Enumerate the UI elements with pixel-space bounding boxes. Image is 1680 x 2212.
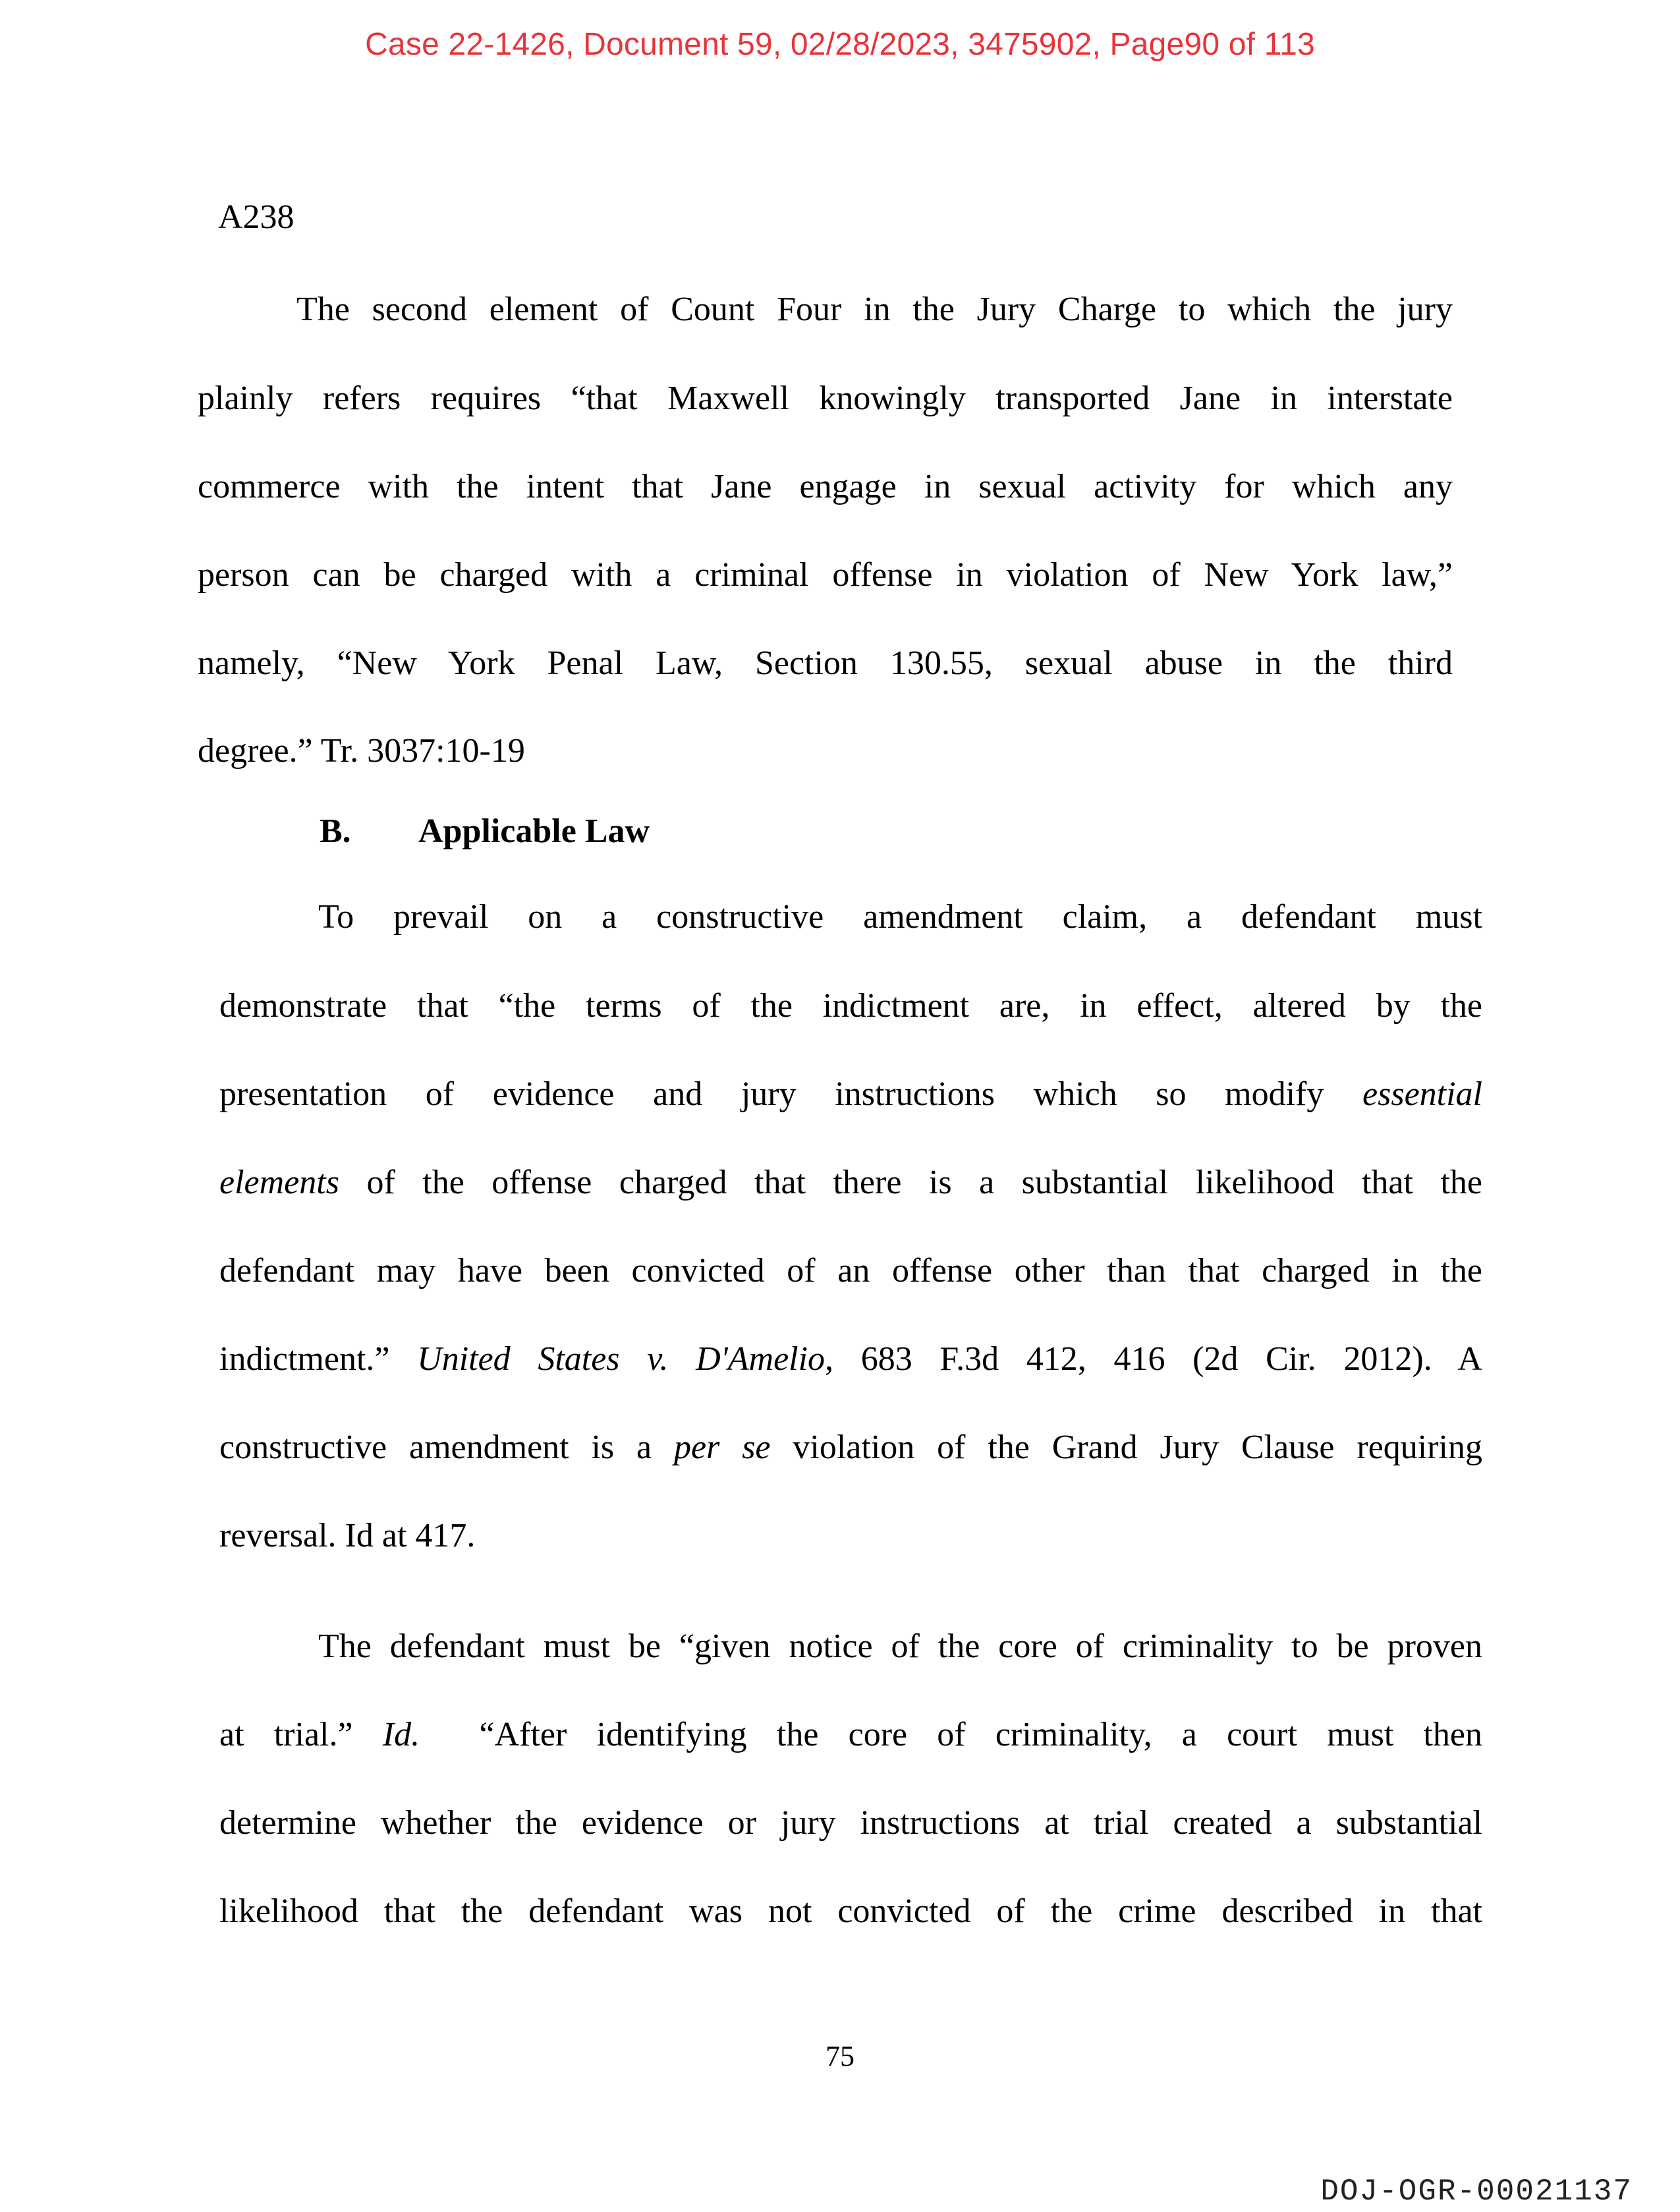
text-span: of the offense charged that there is a substantial likelihood that the [339, 1164, 1482, 1201]
text-span: “After identifying the core of criminality, a court must then [420, 1716, 1482, 1753]
section-heading [320, 812, 650, 851]
text-line: namely, “New York Penal Law, Section 130.55, sexual abuse in the third [198, 644, 1453, 682]
case-citation: United States v. D'Amelio [417, 1340, 826, 1378]
emphasis-text: per se [674, 1429, 771, 1466]
text-span: , 683 F.3d 412, 416 (2d Cir. 2012). A [825, 1340, 1482, 1378]
text-span: indictment.” [219, 1340, 418, 1378]
text-line [219, 1425, 1482, 1471]
text-span: violation of the Grand Jury Clause requiring [770, 1429, 1482, 1466]
text-line [219, 1160, 1482, 1206]
text-line [219, 1712, 1482, 1758]
text-span: constructive amendment is a [219, 1429, 674, 1466]
text-line: degree.” Tr. 3037:10-19 [198, 732, 525, 770]
court-filing-stamp: Case 22-1426, Document 59, 02/28/2023, 3475902, Page90 of 113 [365, 27, 1315, 62]
text-line: defendant may have been convicted of an offense other than that charged in the [219, 1252, 1482, 1290]
text-line: likelihood that the defendant was not convicted of the crime described in that [219, 1892, 1482, 1930]
text-line: To prevail on a constructive amendment claim, a defendant must [318, 898, 1482, 936]
text-line: reversal. Id at 417. [219, 1517, 476, 1554]
section-letter: B. [320, 812, 351, 850]
text-span: at trial.” [219, 1716, 383, 1753]
text-line: determine whether the evidence or jury instructions at trial created a substantial [219, 1804, 1482, 1842]
text-line: person can be charged with a criminal offense in violation of New York law,” [198, 556, 1453, 594]
emphasis-text: essential [1362, 1075, 1482, 1113]
text-span: presentation of evidence and jury instructions which so modify [219, 1075, 1363, 1113]
text-line [219, 1071, 1482, 1118]
page-number: 75 [826, 2040, 854, 2072]
text-line [219, 1336, 1482, 1382]
bates-number: DOJ-OGR-00021137 [1320, 2174, 1633, 2209]
text-line: demonstrate that “the terms of the indictment are, in effect, altered by the [219, 987, 1482, 1025]
text-line: commerce with the intent that Jane engage in sexual activity for which any [198, 468, 1453, 505]
text-line: The defendant must be “given notice of the core of criminality to be proven [318, 1628, 1482, 1665]
emphasis-text: elements [219, 1164, 339, 1201]
text-line: The second element of Count Four in the Jury Charge to which the jury [296, 291, 1453, 328]
case-citation: Id. [382, 1716, 420, 1753]
text-line: plainly refers requires “that Maxwell knowingly transported Jane in interstate [198, 380, 1453, 417]
exhibit-label: A238 [218, 198, 294, 236]
section-title: Applicable Law [418, 812, 650, 850]
